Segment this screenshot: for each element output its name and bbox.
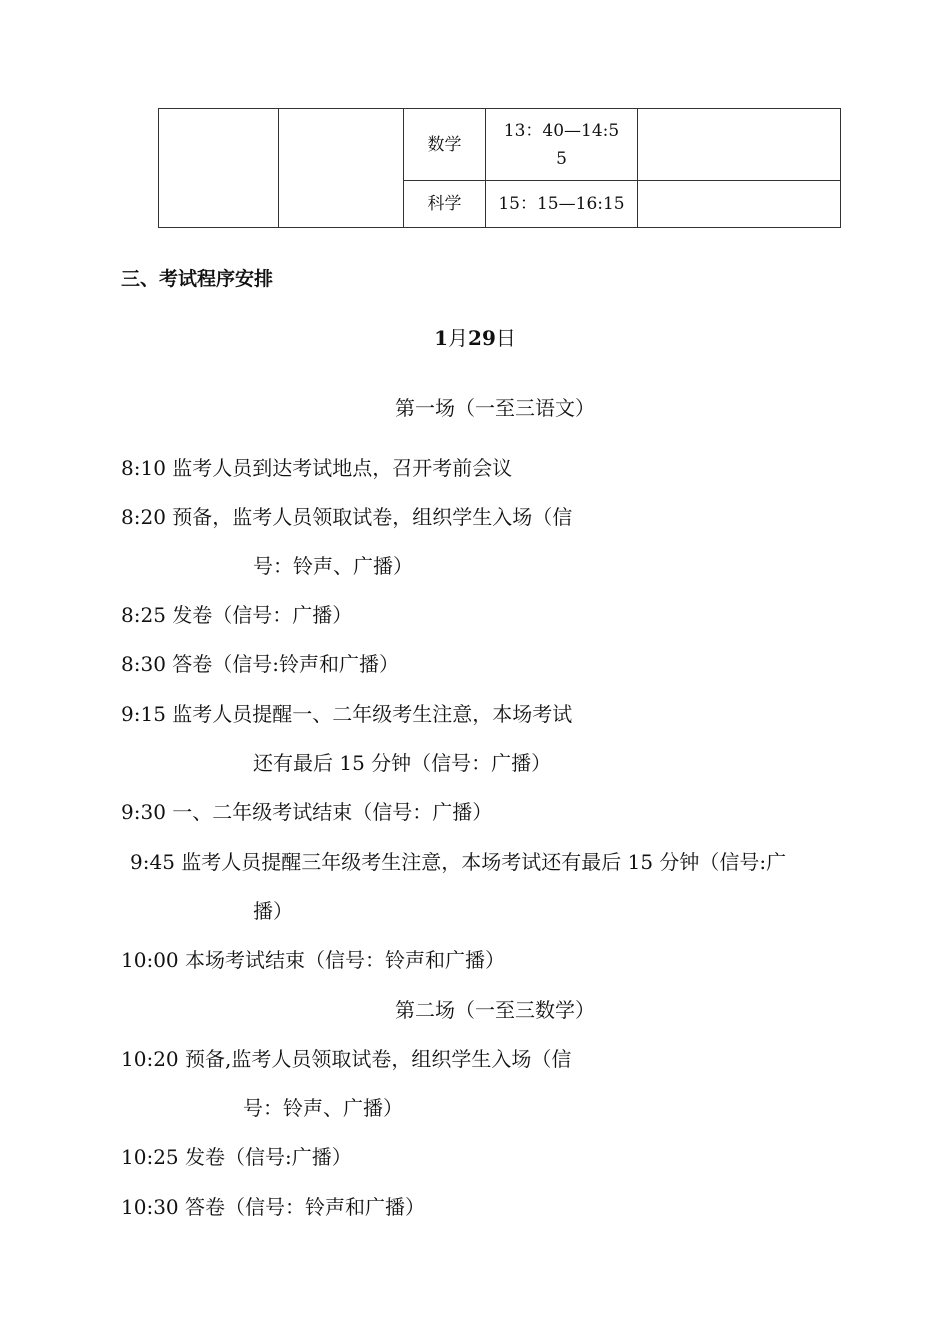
subject-cell: 科学 <box>404 181 486 228</box>
schedule-line: 8:20 预备，监考人员领取试卷，组织学生入场（信 <box>121 505 573 529</box>
schedule-line: 10:30 答卷（信号：铃声和广播） <box>121 1195 425 1219</box>
schedule-line: 播） <box>253 899 293 923</box>
date-month: 1 <box>434 326 449 350</box>
subject-cell: 数学 <box>404 109 486 181</box>
schedule-line: 10:00 本场考试结束（信号：铃声和广播） <box>121 948 505 972</box>
table-cell-empty <box>279 109 404 228</box>
schedule-line: 9:15 监考人员提醒一、二年级考生注意，本场考试 <box>121 702 573 726</box>
schedule-line: 8:25 发卷（信号：广播） <box>121 603 353 627</box>
schedule-line: 10:25 发卷（信号:广播） <box>121 1145 352 1169</box>
schedule-line: 还有最后 15 分钟（信号：广播） <box>253 751 552 775</box>
session-title: 第二场（一至三数学） <box>395 998 595 1022</box>
time-cell: 13：40—14:55 <box>486 109 638 181</box>
schedule-line: 号：铃声、广播） <box>253 554 413 578</box>
table-cell-empty <box>159 109 279 228</box>
date-heading <box>0 322 950 351</box>
schedule-line: 9:30 一、二年级考试结束（信号：广播） <box>121 800 493 824</box>
schedule-line: 8:10 监考人员到达考试地点，召开考前会议 <box>121 456 513 480</box>
date-day-suffix: 日 <box>495 326 516 350</box>
table-row <box>159 109 841 181</box>
schedule-line: 9:45 监考人员提醒三年级考生注意，本场考试还有最后 15 分钟（信号:广 <box>130 850 787 874</box>
table-cell-empty <box>638 181 841 228</box>
section-heading: 三、考试程序安排 <box>121 268 274 290</box>
table-cell-empty <box>638 109 841 181</box>
exam-schedule-table <box>158 108 841 228</box>
schedule-line: 10:20 预备,监考人员领取试卷，组织学生入场（信 <box>121 1047 572 1071</box>
schedule-line: 8:30 答卷（信号:铃声和广播） <box>121 652 400 676</box>
date-month-suffix: 月 <box>448 326 469 350</box>
session-title: 第一场（一至三语文） <box>395 396 595 420</box>
date-day: 29 <box>468 326 496 350</box>
time-cell: 15：15—16:15 <box>486 181 638 228</box>
schedule-line: 号：铃声、广播） <box>243 1096 403 1120</box>
